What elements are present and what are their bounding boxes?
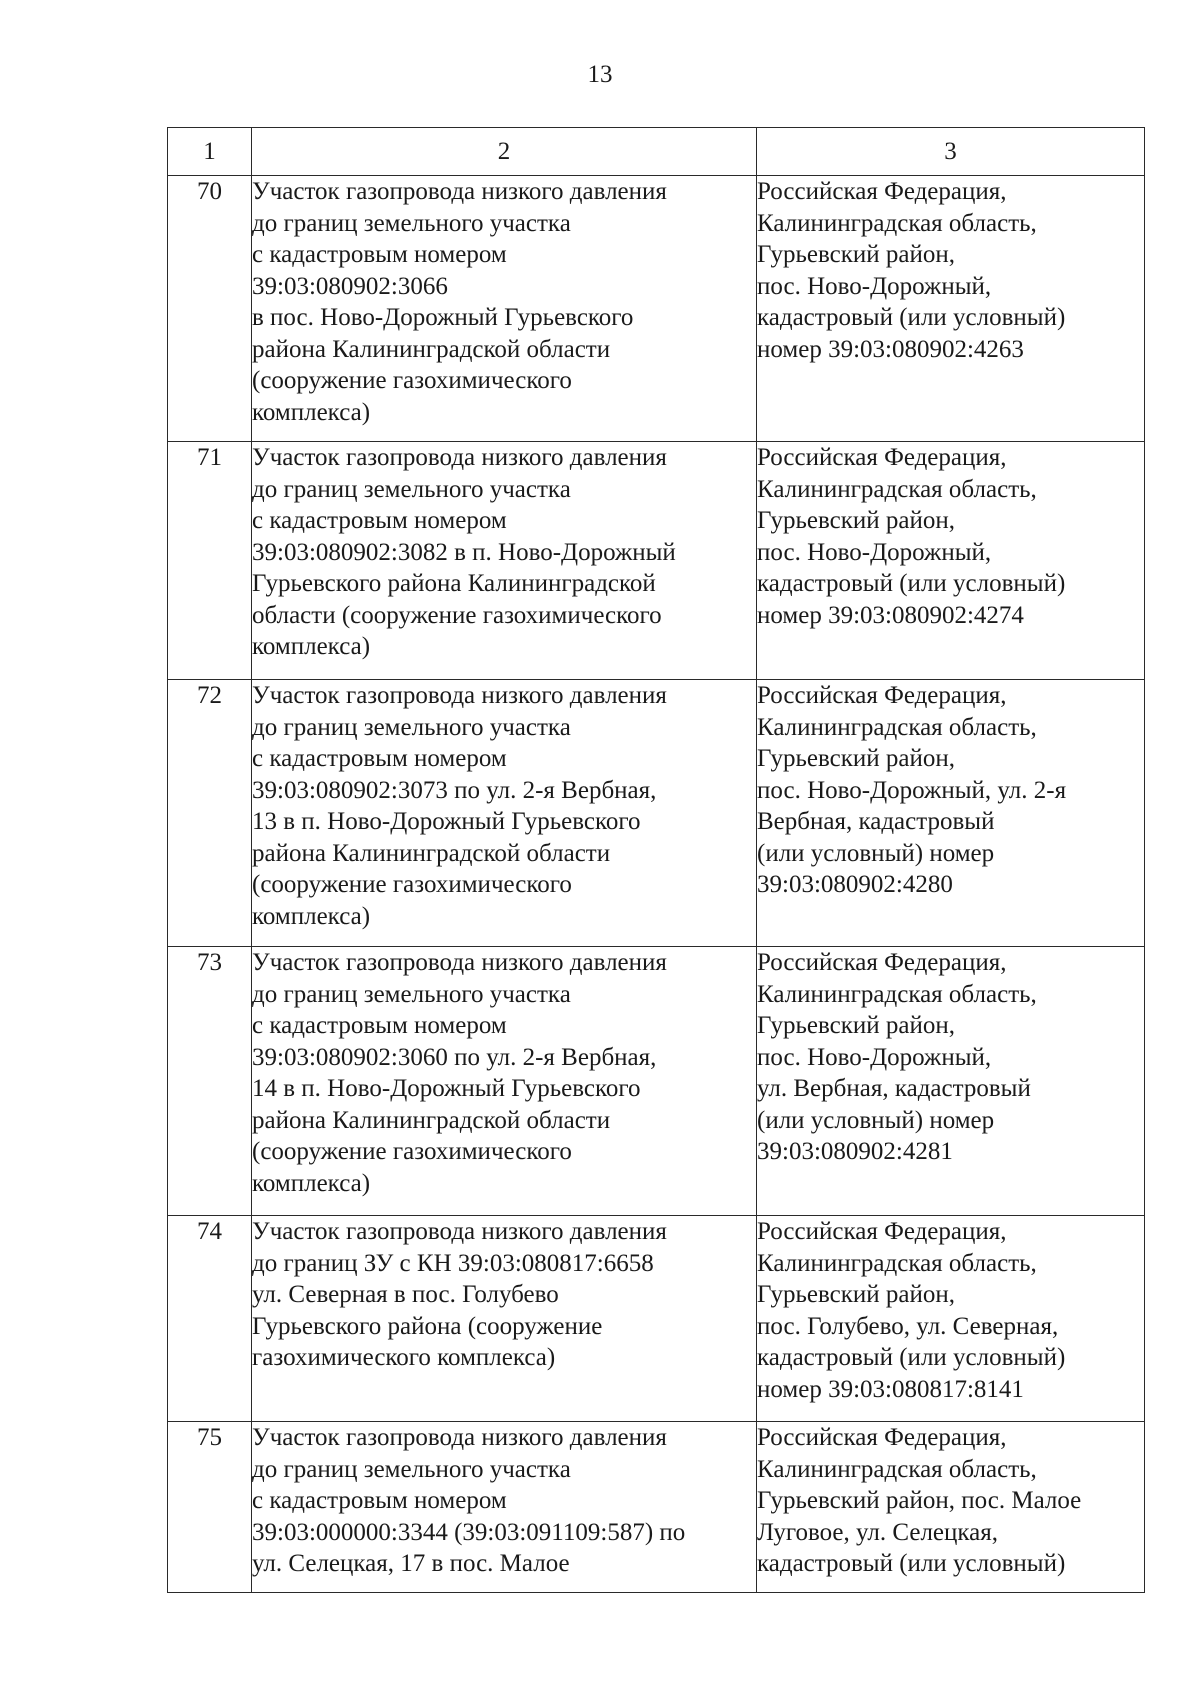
address-cell (757, 1216, 1145, 1422)
row-number: 74 (168, 1216, 252, 1422)
table-row (168, 176, 1145, 442)
object-name-line: района Калининградской области (252, 839, 611, 867)
row-number: 72 (168, 680, 252, 947)
address-line: Российская Федерация, (757, 949, 1007, 976)
address-line: Российская Федерация, (757, 1218, 1007, 1245)
object-name-line: 13 в п. Ново-Дорожный Гурьевского (252, 808, 641, 835)
column-header-1: 1 (168, 128, 252, 176)
address-line: пос. Ново-Дорожный, ул. 2-я (757, 776, 1067, 804)
registry-table (167, 127, 1145, 1593)
object-name-cell (252, 1422, 757, 1593)
address-line: Калининградская область, (757, 713, 1037, 741)
address-line: номер 39:03:080902:4274 (757, 601, 1024, 629)
object-name-cell (252, 176, 757, 442)
table-header-row (168, 128, 1145, 176)
row-number: 73 (168, 947, 252, 1216)
row-number: 70 (168, 176, 252, 442)
object-name-line: (сооружение газохимического (252, 1138, 572, 1165)
object-name-line: до границ земельного участка (252, 713, 571, 741)
table-row (168, 680, 1145, 947)
object-name-line: комплекса) (252, 1169, 371, 1197)
table-row (168, 1422, 1145, 1593)
object-name-line: (сооружение газохимического (252, 367, 572, 394)
address-line: Гурьевский район, (757, 1281, 956, 1308)
column-header-3: 3 (757, 128, 1145, 176)
address-line: Гурьевский район, пос. Малое (757, 1487, 1082, 1514)
address-line: ул. Вербная, кадастровый (757, 1075, 1031, 1102)
object-name-line: до границ земельного участка (252, 1455, 571, 1483)
object-name-line: комплекса) (252, 633, 371, 660)
object-name-line: района Калининградской области (252, 1106, 611, 1134)
object-name-line: Участок газопровода низкого давления (252, 682, 667, 709)
object-name-line: с кадастровым номером (252, 745, 507, 772)
object-name-line: 14 в п. Ново-Дорожный Гурьевского (252, 1075, 641, 1102)
object-name-line: до границ земельного участка (252, 980, 571, 1008)
object-name-line: с кадастровым номером (252, 241, 507, 268)
object-name-line: Участок газопровода низкого давления (252, 444, 667, 471)
object-name-line: Гурьевского района (сооружение (252, 1312, 603, 1340)
address-line: кадастровый (или условный) (757, 570, 1066, 597)
address-line: (или условный) номер (757, 1106, 995, 1134)
address-line: номер 39:03:080817:8141 (757, 1375, 1024, 1403)
address-line: Калининградская область, (757, 980, 1037, 1008)
address-line: Вербная, кадастровый (757, 808, 995, 835)
object-name-line: (сооружение газохимического (252, 871, 572, 898)
object-name-line: ул. Северная в пос. Голубево (252, 1281, 559, 1308)
address-line: Российская Федерация, (757, 1424, 1007, 1451)
object-name-line: Участок газопровода низкого давления (252, 178, 667, 205)
address-cell (757, 680, 1145, 947)
address-line: пос. Голубево, ул. Северная, (757, 1312, 1059, 1340)
address-line: Калининградская область, (757, 1249, 1037, 1277)
object-name-cell (252, 680, 757, 947)
object-name-line: комплекса) (252, 398, 371, 426)
address-line: пос. Ново-Дорожный, (757, 272, 992, 300)
object-name-line: с кадастровым номером (252, 1012, 507, 1039)
object-name-line: 39:03:080902:3060 по ул. 2-я Вербная, (252, 1043, 657, 1071)
address-line: Луговое, ул. Селецкая, (757, 1518, 999, 1546)
address-line: пос. Ново-Дорожный, (757, 538, 992, 566)
address-line: 39:03:080902:4281 (757, 1138, 953, 1165)
object-name-line: 39:03:000000:3344 (39:03:091109:587) по (252, 1518, 686, 1546)
address-line: Гурьевский район, (757, 745, 956, 772)
address-line: Российская Федерация, (757, 178, 1007, 205)
object-name-line: 39:03:080902:3073 по ул. 2-я Вербная, (252, 776, 657, 804)
object-name-line: в пос. Ново-Дорожный Гурьевского (252, 304, 634, 331)
object-name-line: ул. Селецкая, 17 в пос. Малое (252, 1550, 570, 1577)
address-line: Гурьевский район, (757, 1012, 956, 1039)
address-line: 39:03:080902:4280 (757, 871, 953, 898)
address-cell (757, 442, 1145, 680)
address-cell (757, 176, 1145, 442)
row-number: 71 (168, 442, 252, 680)
object-name-line: до границ ЗУ с КН 39:03:080817:6658 (252, 1249, 654, 1277)
address-line: Российская Федерация, (757, 682, 1007, 709)
address-cell (757, 1422, 1145, 1593)
table-row (168, 442, 1145, 680)
address-cell (757, 947, 1145, 1216)
row-number: 75 (168, 1422, 252, 1593)
address-line: (или условный) номер (757, 839, 995, 867)
object-name-line: с кадастровым номером (252, 1487, 507, 1514)
address-line: номер 39:03:080902:4263 (757, 335, 1024, 363)
column-header-2: 2 (252, 128, 757, 176)
object-name-line: Участок газопровода низкого давления (252, 1424, 667, 1451)
object-name-line: газохимического комплекса) (252, 1344, 556, 1371)
object-name-line: с кадастровым номером (252, 507, 507, 534)
address-line: кадастровый (или условный) (757, 1550, 1066, 1577)
object-name-line: 39:03:080902:3066 (252, 272, 448, 300)
address-line: пос. Ново-Дорожный, (757, 1043, 992, 1071)
object-name-cell (252, 442, 757, 680)
object-name-line: комплекса) (252, 902, 371, 930)
object-name-line: области (сооружение газохимического (252, 601, 662, 629)
object-name-cell (252, 947, 757, 1216)
address-line: кадастровый (или условный) (757, 1344, 1066, 1371)
address-line: Гурьевский район, (757, 507, 956, 534)
page-number: 13 (587, 61, 613, 88)
address-line: кадастровый (или условный) (757, 304, 1066, 331)
object-name-line: Участок газопровода низкого давления (252, 949, 667, 976)
address-line: Калининградская область, (757, 1455, 1037, 1483)
object-name-line: Гурьевского района Калининградской (252, 570, 656, 597)
table-row (168, 947, 1145, 1216)
address-line: Российская Федерация, (757, 444, 1007, 471)
object-name-line: до границ земельного участка (252, 475, 571, 503)
object-name-cell (252, 1216, 757, 1422)
address-line: Гурьевский район, (757, 241, 956, 268)
object-name-line: района Калининградской области (252, 335, 611, 363)
table-row (168, 1216, 1145, 1422)
object-name-line: Участок газопровода низкого давления (252, 1218, 667, 1245)
object-name-line: 39:03:080902:3082 в п. Ново-Дорожный (252, 538, 676, 566)
object-name-line: до границ земельного участка (252, 209, 571, 237)
address-line: Калининградская область, (757, 475, 1037, 503)
address-line: Калининградская область, (757, 209, 1037, 237)
